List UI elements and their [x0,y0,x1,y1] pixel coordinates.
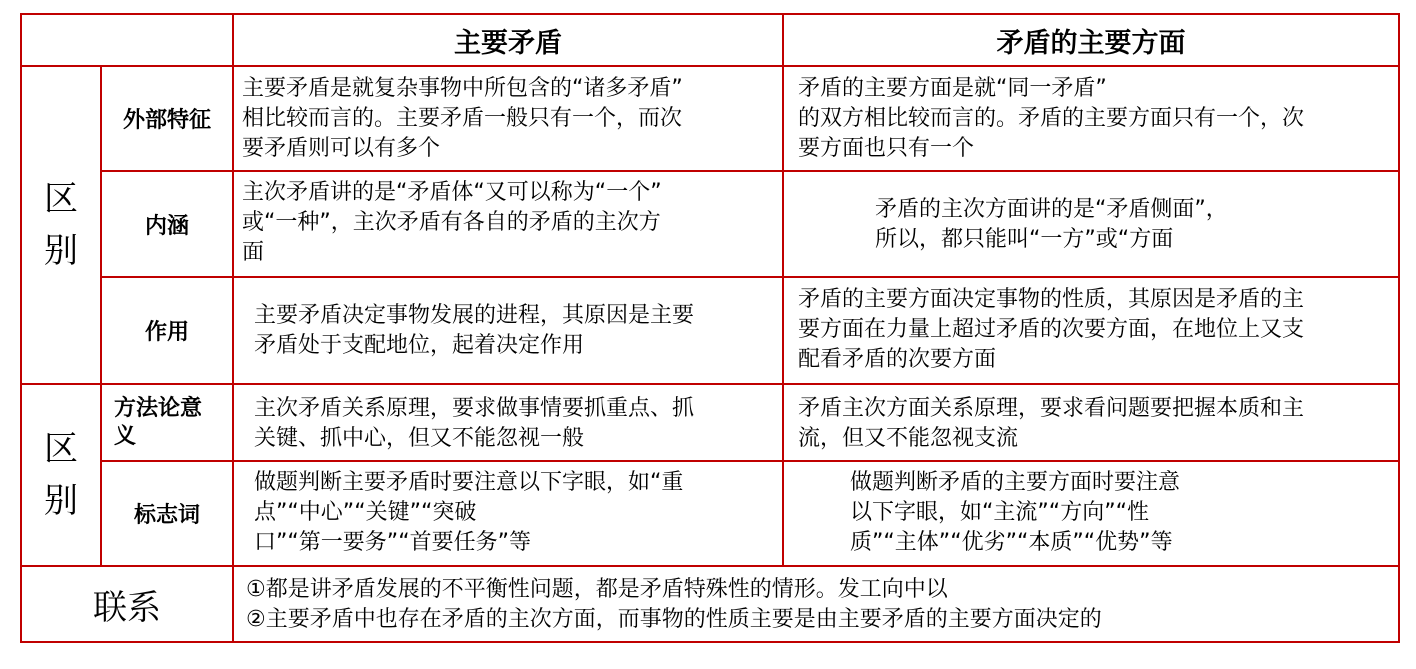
group-label-char: 别 [44,481,78,521]
header-principal-aspect: 矛盾的主要方面 [996,27,1186,59]
cell-principal-aspect-connotation: 矛盾的主次方面讲的是“矛盾侧面”， 所以，都只能叫“一方”或“方面 [875,197,1228,252]
cell-main-contradiction-methodology: 主次矛盾关系原理，要求做事情要抓重点、抓 关键、抓中心，但又不能忽视一般 [254,396,695,451]
cell-main-contradiction-function: 主要矛盾决定事物发展的进程，其原因是主要 矛盾处于支配地位，起着决定作用 [254,303,695,358]
group-label-difference-2 [22,385,100,565]
cell-main-contradiction-external: 主要矛盾是就复杂事物中所包含的“诸多矛盾” 相比较而言的。主要矛盾一般只有一个，而次 要矛盾则可以有多个 [242,76,683,161]
row-label-methodology: 方法论意 义 [114,395,203,449]
table-border-bottom [20,641,1400,643]
cell-principal-aspect-keywords: 做题判断矛盾的主要方面时要注意 以下字眼，如“主流”“方向”“性 质”“主体”“优劣”“本质”“优势”等 [850,470,1181,555]
row-label-function: 作用 [144,320,189,345]
group-label-char: 区 [44,179,78,219]
cell-principal-aspect-function: 矛盾的主要方面决定事物的性质，其原因是矛盾的主 要方面在力量上超过矛盾的次要方面，在地位上又支 配看矛盾的次要方面 [798,287,1305,372]
cell-principal-aspect-external: 矛盾的主要方面是就“同一矛盾” 的双方相比较而言的。矛盾的主要方面只有一个，次 要方面也只有一个 [798,76,1305,161]
header-main-contradiction: 主要矛盾 [454,27,562,59]
row-label-connection: 联系 [93,587,161,628]
cell-connection-text: ①都是讲矛盾发展的不平衡性问题，都是矛盾特殊性的情形。发工向中以 ②主要矛盾中也存在矛盾的主次方面，而事物的性质主要是由主要矛盾的主要方面决定的 [246,577,1102,632]
row-label-connotation: 内涵 [144,213,189,239]
cell-main-contradiction-connotation: 主次矛盾讲的是“矛盾体“又可以称为“一个” 或“一种”，主次矛盾有各自的矛盾的主次方 面 [242,180,662,265]
table-border-right [1398,13,1400,643]
group-label-char: 区 [44,429,78,469]
cell-main-contradiction-keywords: 做题判断主要矛盾时要注意以下字眼，如“重 点”“中心”“关键”“突破 口”“第一要务”“首要任务”等 [254,470,684,555]
row-label-external-features: 外部特征 [122,108,211,133]
group-label-difference-1 [22,67,100,383]
row-label-keywords: 标志词 [133,503,200,528]
group-label-char: 别 [44,231,78,271]
cell-principal-aspect-methodology: 矛盾主次方面关系原理，要求看问题要把握本质和主 流，但又不能忽视支流 [798,396,1305,451]
